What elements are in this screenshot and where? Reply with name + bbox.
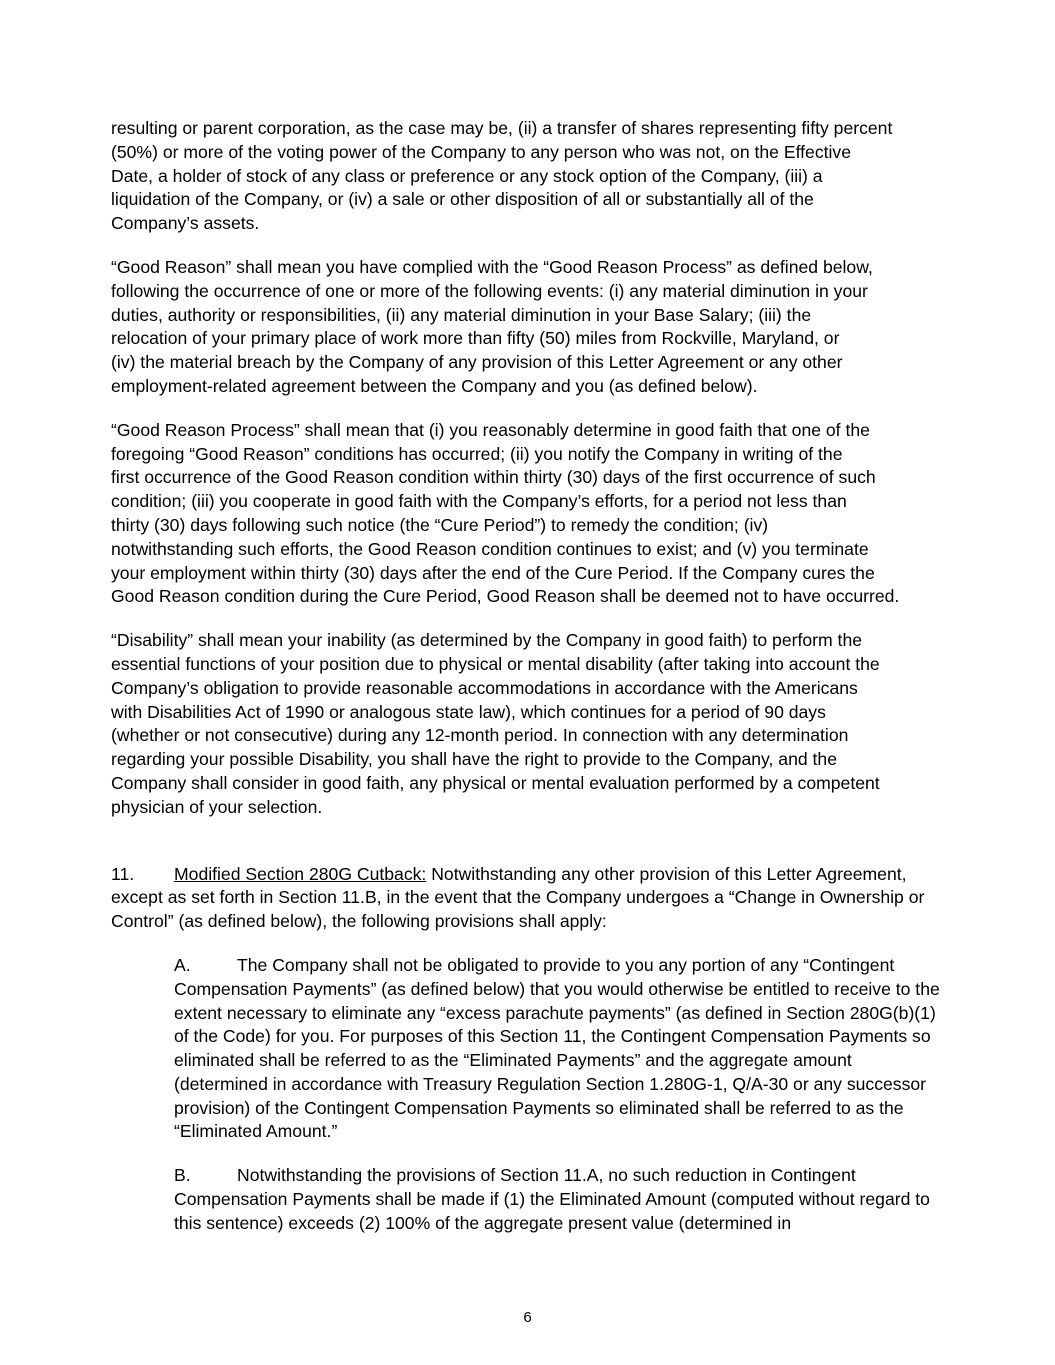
paragraph-good-reason: “Good Reason” shall mean you have complied with the “Good Reason Process” as defined below, following the occurrence of one or more of the following events: (i) any material diminution in your duties, authority or responsibilities, (ii) any material diminution in your Base Salary; (iii) the relocation of your primary place of work more than fifty (50) miles from Rockville, Maryland, or (iv) the material breach by the Company of any provision of this Letter Agreement or any other employment-related agreement between the Company and you (as defined below). (111, 256, 873, 396)
paragraph-disability: “Disability” shall mean your inability (as determined by the Company in good faith) to perform the essential functions of your position due to physical or mental disability (after taking into account the Company’s obligation to provide reasonable accommodations in accordance with the Americans with Disabilities Act of 1990 or analogous state law), which continues for a period of 90 days (whether or not consecutive) during any 12-month period. In connection with any determination regarding your possible Disability, you shall have the right to provide to the Company, and the Company shall consider in good faith, any physical or mental evaluation performed by a competent physician of your selection. (111, 630, 880, 817)
section-title: Modified Section 280G Cutback: (174, 863, 427, 884)
subsection-letter: B. (174, 1165, 191, 1186)
document-page (111, 117, 946, 1256)
section-text: Notwithstanding any other provision of this Letter Agreement, except as set forth in Section 11.B, in the event that the Company undergoes a “Change in Ownership or Control” (as defined below), the following provisions shall apply: (111, 863, 925, 932)
paragraph-change-of-control-cont: resulting or parent corporation, as the case may be, (ii) a transfer of shares representing fifty percent (50%) or more of the voting power of the Company to any person who was not, on the Effective Date, a holder of stock of any class or preference or any stock option of the Company, (iii) a liquidation of the Company, or (iv) a sale or other disposition of all or substantially all of the Company’s assets. (111, 118, 893, 234)
subsection-a (174, 954, 946, 1144)
subsection-text: The Company shall not be obligated to provide to you any portion of any “Contingent Compensation Payments” (as defined below) that you would otherwise be entitled to receive to the extent necessary to eliminate any “excess parachute payments” (as defined in Section 280G(b)(1) of the Code) for you. For purposes of this Section 11, the Contingent Compensation Payments so eliminated shall be referred to as the “Eliminated Payments” and the aggregate amount (determined in accordance with Treasury Regulation Section 1.280G-1, Q/A-30 or any successor provision) of the Contingent Compensation Payments so eliminated shall be referred to as the “Eliminated Amount.” (174, 954, 940, 1142)
page-number: 6 (523, 1309, 532, 1326)
section-11 (111, 863, 946, 934)
paragraph-good-reason-process: “Good Reason Process” shall mean that (i) you reasonably determine in good faith that one of the foregoing “Good Reason” conditions has occurred; (ii) you notify the Company in writing of the first occurrence of the Good Reason condition within thirty (30) days of the first occurrence of such condition; (iii) you cooperate in good faith with the Company’s efforts, for a period not less than thirty (30) days following such notice (the “Cure Period”) to remedy the condition; (iv) notwithstanding such efforts, the Good Reason condition continues to exist; and (v) you terminate your employment within thirty (30) days after the end of the Cure Period. If the Company cures the Good Reason condition during the Cure Period, Good Reason shall be deemed not to have occurred. (111, 419, 900, 607)
subsection-b (174, 1164, 946, 1235)
subsection-text: Notwithstanding the provisions of Section 11.A, no such reduction in Contingent Compensation Payments shall be made if (1) the Eliminated Amount (computed without regard to this sentence) exceeds (2) 100% of the aggregate present value (determined in (174, 1165, 930, 1233)
section-number: 11. (111, 863, 135, 884)
subsection-letter: A. (174, 954, 191, 975)
